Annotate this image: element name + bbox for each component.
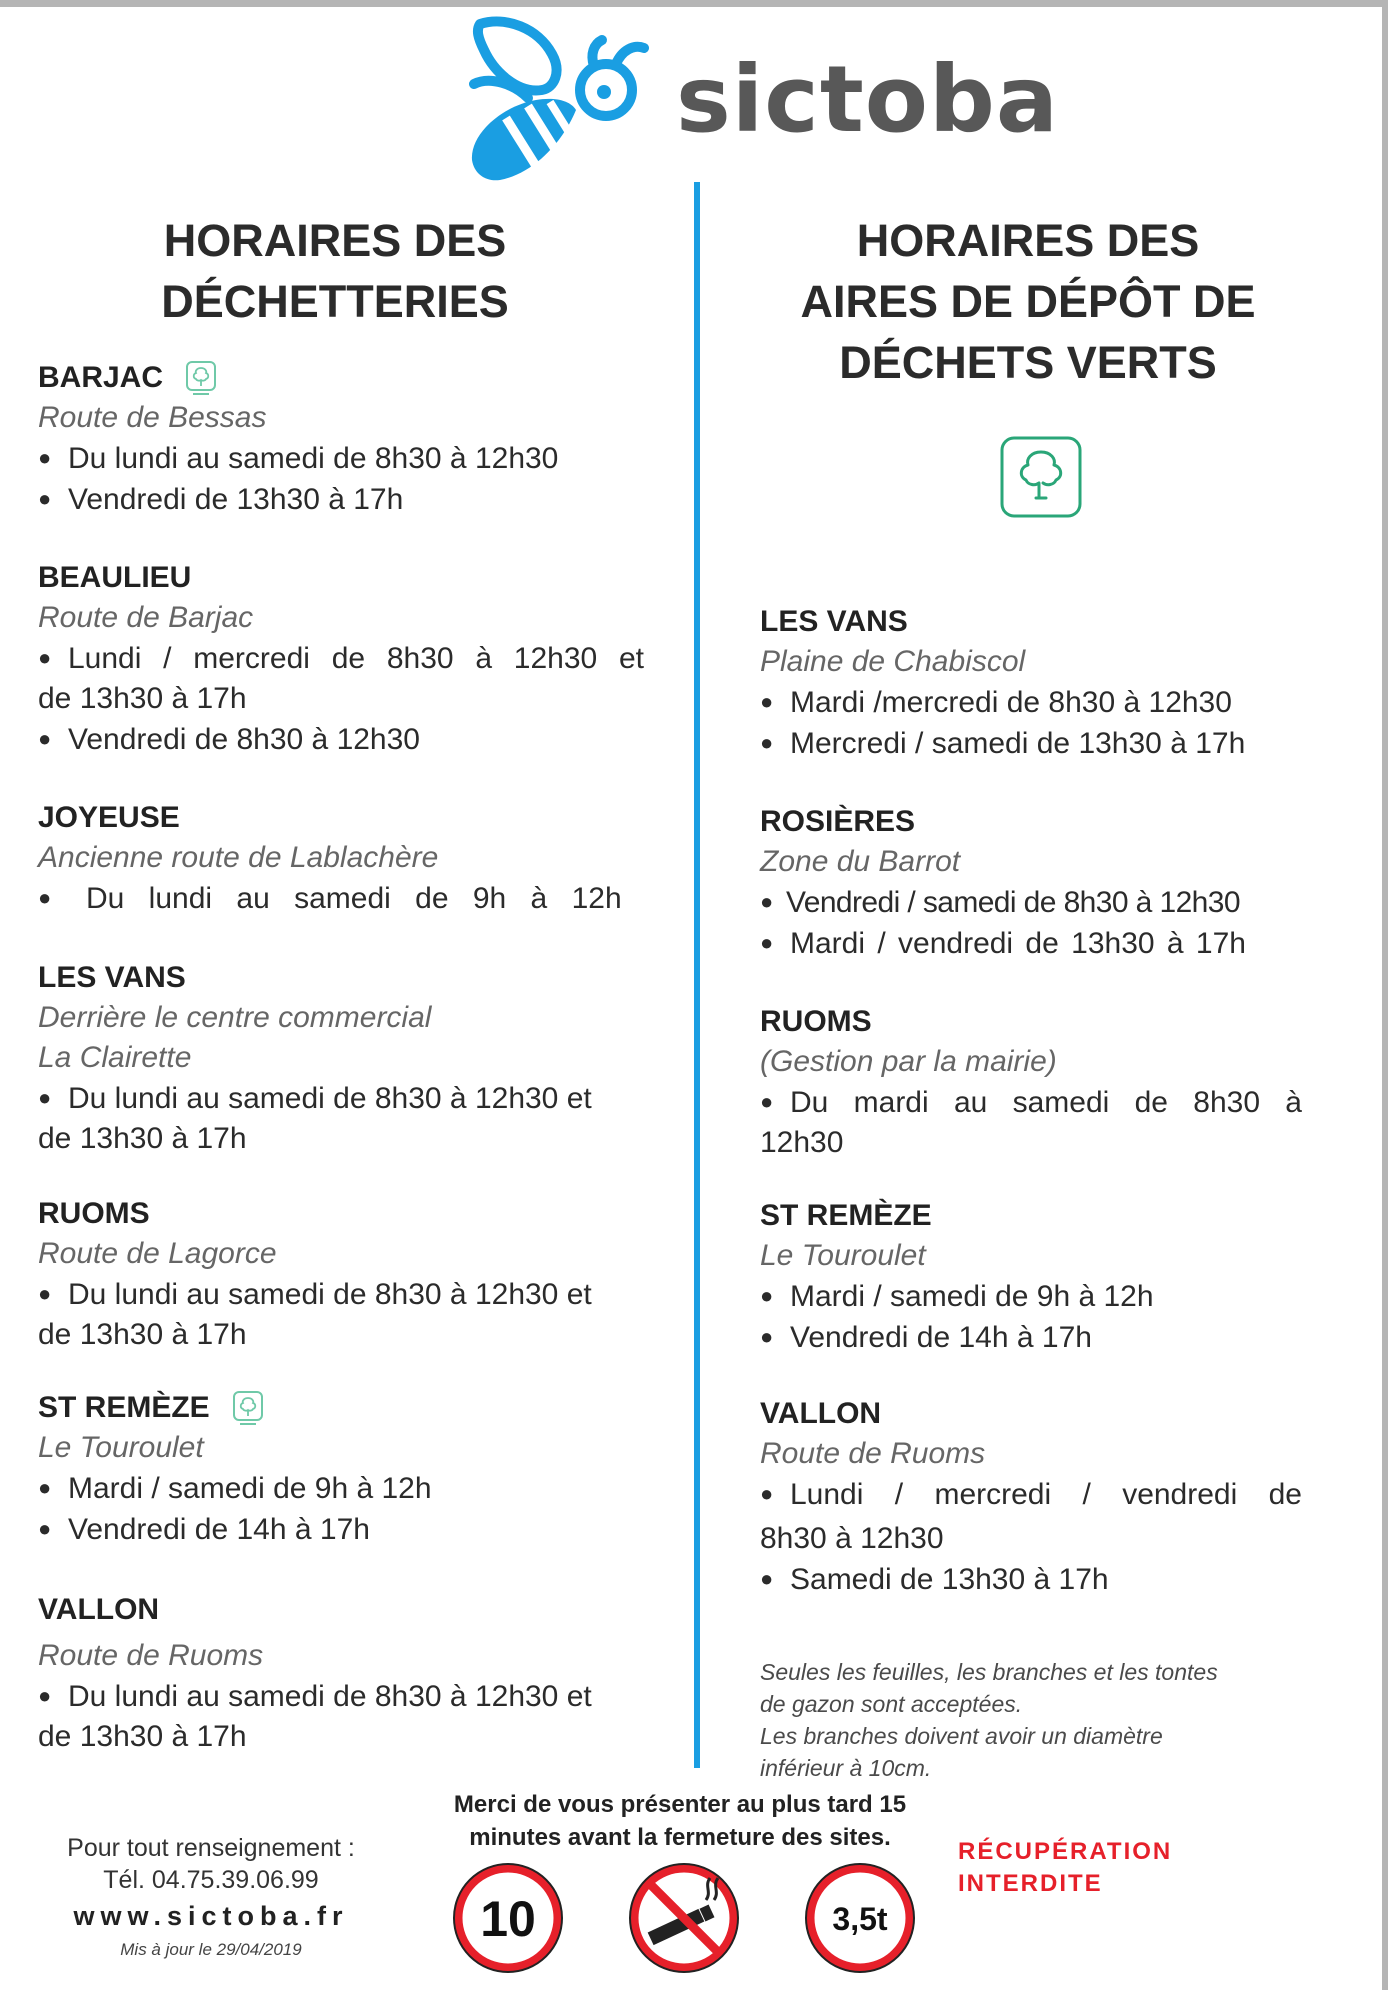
schedule-line: ● Vendredi de 13h30 à 17h — [38, 483, 404, 516]
site-joyeuse — [38, 798, 644, 919]
phone-number: Tél. 04.75.39.06.99 — [103, 1866, 319, 1894]
site-name: VALLON — [760, 1397, 882, 1430]
site-les-vans — [38, 958, 644, 1159]
schedule-line: ● Du lundi au samedi de 8h30 à 12h30 et — [38, 1680, 592, 1713]
column-divider — [694, 182, 700, 1768]
schedule-line: ● Vendredi de 8h30 à 12h30 — [38, 723, 420, 756]
schedule-line: ● Du lundi au samedi de 8h30 à 12h30 et — [38, 1278, 592, 1311]
site-name: ROSIÈRES — [760, 805, 916, 838]
site-address: Zone du Barrot — [760, 845, 961, 878]
no-smoking-icon — [628, 1862, 740, 1974]
schedule-line: ● Mercredi / samedi de 13h30 à 17h — [760, 727, 1246, 760]
site-address: Derrière le centre commercial — [38, 1001, 432, 1034]
site-name: BEAULIEU — [38, 561, 192, 594]
site-name: ST REMÈZE — [38, 1391, 210, 1424]
green-site-les-vans — [760, 602, 1302, 764]
green-site-vallon — [760, 1394, 1302, 1600]
schedule-line: ● Du mardi au samedi de 8h30 à — [760, 1086, 1302, 1119]
schedule-line: de 13h30 à 17h — [38, 682, 247, 715]
site-name: LES VANS — [38, 961, 186, 994]
weight-limit-value: 3,5t — [832, 1901, 888, 1937]
site-address: (Gestion par la mairie) — [760, 1045, 1057, 1078]
schedule-line: de 13h30 à 17h — [38, 1720, 247, 1753]
site-address: Route de Lagorce — [38, 1237, 277, 1270]
green-waste-tree-icon — [232, 1390, 264, 1426]
update-date: Mis à jour le 29/04/2019 — [120, 1940, 302, 1959]
schedule-line: ● Vendredi de 14h à 17h — [38, 1513, 370, 1546]
green-waste-note: Seules les feuilles, les branches et les tontes de gazon sont acceptées. Les branches doivent avoir un diamètre inférieur à 10cm. — [760, 1659, 1218, 1781]
schedule-line: ● Mardi / samedi de 9h à 12h — [38, 1472, 432, 1505]
schedule-line: de 13h30 à 17h — [38, 1122, 247, 1155]
site-ruoms — [38, 1194, 644, 1355]
site-name: BARJAC — [38, 361, 164, 394]
green-waste-column — [760, 210, 1302, 1781]
schedule-line: ● Lundi / mercredi de 8h30 à 12h30 et — [38, 642, 644, 675]
schedule-line: ● Lundi / mercredi / vendredi de — [760, 1478, 1302, 1511]
schedule-line: 12h30 — [760, 1126, 844, 1159]
site-st-remeze — [38, 1388, 644, 1550]
brand-wordmark: sictoba — [676, 46, 1059, 153]
site-address: Route de Bessas — [38, 401, 267, 434]
site-address: Route de Ruoms — [760, 1437, 986, 1470]
site-name: LES VANS — [760, 605, 908, 638]
website-link[interactable]: www.sictoba.fr — [73, 1901, 349, 1931]
site-address: Route de Barjac — [38, 601, 254, 634]
site-address: Ancienne route de Lablachère — [38, 841, 439, 874]
site-address: Le Touroulet — [760, 1239, 926, 1272]
bee-logo-icon — [466, 14, 656, 184]
schedule-line: ● Du lundi au samedi de 8h30 à 12h30 — [38, 442, 559, 475]
schedule-line: ● Mardi /mercredi de 8h30 à 12h30 — [760, 686, 1232, 719]
green-waste-title: HORAIRES DES AIRES DE DÉPÔT DE DÉCHETS VERTS — [800, 215, 1256, 388]
schedule-line: ● Samedi de 13h30 à 17h — [760, 1563, 1109, 1596]
schedule-line: de 13h30 à 17h — [38, 1318, 247, 1351]
logo — [466, 14, 1059, 184]
site-barjac — [38, 358, 644, 520]
contact-block — [36, 1832, 386, 1964]
schedule-line: ● Du lundi au samedi de 9h à 12h — [38, 882, 622, 915]
closing-time-warning: Merci de vous présenter au plus tard 15 minutes avant la fermeture des sites. — [453, 1791, 907, 1851]
site-address: Route de Ruoms — [38, 1639, 264, 1672]
schedule-line: ● Mardi / samedi de 9h à 12h — [760, 1280, 1154, 1313]
site-name: RUOMS — [38, 1197, 150, 1230]
schedule-line: 8h30 à 12h30 — [760, 1522, 944, 1555]
schedule-line: ● Du lundi au samedi de 8h30 à 12h30 et — [38, 1082, 592, 1115]
dechetteries-title: HORAIRES DES DÉCHETTERIES — [161, 215, 509, 327]
site-beaulieu — [38, 558, 644, 760]
site-vallon — [38, 1590, 644, 1757]
site-name: JOYEUSE — [38, 801, 180, 834]
salvage-forbidden: RÉCUPÉRATION INTERDITE — [958, 1838, 1173, 1897]
speed-limit-icon — [452, 1862, 564, 1974]
green-site-st-remeze — [760, 1196, 1302, 1358]
road-signs — [452, 1862, 912, 1980]
contact-label: Pour tout renseignement : — [67, 1834, 355, 1862]
dechetteries-column — [38, 210, 644, 1753]
green-site-rosieres — [760, 802, 1302, 964]
site-name: ST REMÈZE — [760, 1199, 932, 1232]
green-site-ruoms — [760, 1002, 1302, 1163]
green-waste-tree-icon — [1000, 436, 1082, 518]
schedule-line: ● Vendredi de 14h à 17h — [760, 1321, 1092, 1354]
weight-limit-icon — [804, 1862, 916, 1974]
site-address: La Clairette — [38, 1041, 192, 1074]
green-waste-tree-icon — [185, 360, 217, 396]
site-address: Plaine de Chabiscol — [760, 645, 1026, 678]
schedule-line: ● Vendredi / samedi de 8h30 à 12h30 — [760, 886, 1240, 919]
site-name: VALLON — [38, 1593, 160, 1626]
schedule-line: ● Mardi / vendredi de 13h30 à 17h — [760, 927, 1246, 960]
site-address: Le Touroulet — [38, 1431, 204, 1464]
speed-limit-value: 10 — [480, 1891, 536, 1947]
site-name: RUOMS — [760, 1005, 872, 1038]
